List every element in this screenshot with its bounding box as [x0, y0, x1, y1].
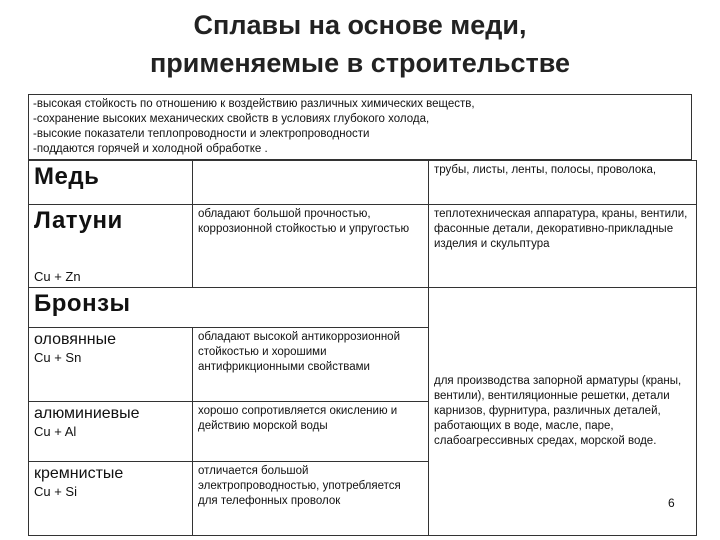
bronze-name: Бронзы	[34, 290, 131, 317]
copper-property-cell	[193, 161, 429, 205]
title-line-1: Сплавы на основе меди,	[193, 10, 527, 40]
brass-property-cell: обладают большой прочностью, коррозионной стойкостью и упругостью	[193, 205, 429, 288]
brass-name: Латуни	[34, 207, 123, 234]
alloys-table	[28, 160, 697, 536]
silicon-bronze-formula: Cu + Si	[34, 484, 77, 499]
property-line: -высокая стойкость по отношению к воздействию различных химических веществ,	[33, 98, 475, 110]
bronze-use-cell: для производства запорной арматуры (краны, вентили), вентиляционные решетки, детали карнизов, фурнитура, различных деталей, работающих в воде, масле, паре, слабоагрессивных средах, морской воде.	[429, 288, 697, 536]
brass-name-cell	[29, 205, 193, 288]
copper-use-cell: трубы, листы, ленты, полосы, проволока,	[429, 161, 697, 205]
property-line: -поддаются горячей и холодной обработке .	[33, 143, 268, 155]
property-line: -сохранение высоких механических свойств в условиях глубокого холода,	[33, 113, 430, 125]
aluminum-bronze-name: алюминиевые	[34, 405, 140, 422]
table-row	[29, 161, 697, 205]
tin-bronze-cell	[29, 328, 193, 402]
aluminum-bronze-property-cell: хорошо сопротивляется окислению и действию морской воды	[193, 402, 429, 462]
aluminum-bronze-cell	[29, 402, 193, 462]
brass-use-cell: теплотехническая аппаратура, краны, вентили, фасонные детали, декоративно-прикладные изделия и скульптура	[429, 205, 697, 288]
page-number: 6	[668, 496, 675, 510]
table-row	[29, 205, 697, 288]
aluminum-bronze-formula: Cu + Al	[34, 424, 77, 439]
bronze-header-cell	[29, 288, 429, 328]
brass-formula: Cu + Zn	[34, 269, 81, 284]
silicon-bronze-property-cell: отличается большой электропроводностью, употребляется для телефонных проволок	[193, 462, 429, 536]
tin-bronze-name: оловянные	[34, 331, 117, 348]
silicon-bronze-cell	[29, 462, 193, 536]
silicon-bronze-name: кремнистые	[34, 465, 124, 482]
copper-name-cell	[29, 161, 193, 205]
page-title	[0, 6, 720, 82]
tin-bronze-property-cell: обладают высокой антикоррозионной стойкостью и хорошими антифрикционными свойствами	[193, 328, 429, 402]
title-line-2: применяемые в строительстве	[149, 48, 571, 78]
table-row	[29, 288, 697, 328]
copper-name: Медь	[34, 163, 100, 190]
property-line: -высокие показатели теплопроводности и электропроводности	[33, 128, 370, 140]
properties-box	[28, 94, 692, 160]
tin-bronze-formula: Cu + Sn	[34, 350, 82, 365]
